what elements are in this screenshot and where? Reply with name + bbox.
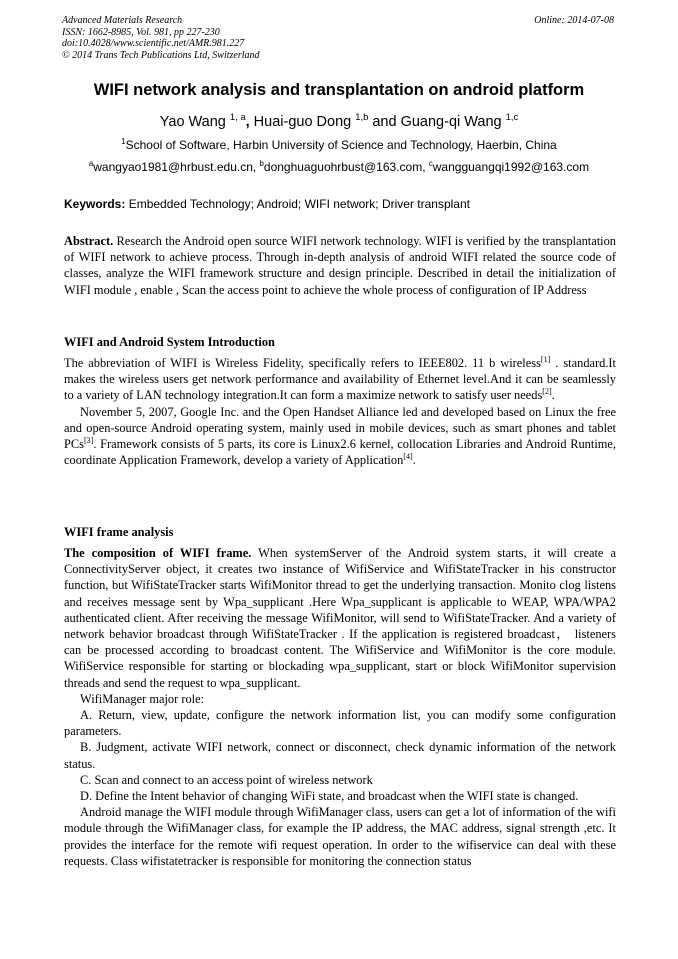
author-name: Yao Wang [159,114,230,130]
keywords-text: Embedded Technology; Android; WIFI network; Driver transplant [125,197,470,211]
list-intro: WifiManager major role: [80,691,205,706]
citation: [3] [83,435,94,445]
author-separator: , [245,114,254,130]
paragraph-text: . [551,388,555,403]
journal-header [62,15,260,61]
paragraph-text: November 5, 2007, Google Inc. and the Open Handset Alliance led and developed based on Linux the free and open-source Android operating system, mainly used in mobile devices, such as smart phones and tablet PCs [64,404,616,452]
author-affil-marker: 1, a [229,111,246,123]
affiliation [0,138,678,153]
paragraph: Android manage the WIFI module through WifiManager class, users can get a lot of information of the wifi module through the WifiManager class, for example the IP address, the MAC address, signal strength ,etc. It provides the interface for the remote wifi request operation. In order to the wifiservice can deal with these requests. Class wifistatetracker is responsible for monitoring the connection status [64,805,616,868]
list-item: C. Scan and connect to an access point of wireless network [80,772,373,787]
subsection-label: The composition of WIFI frame. [64,546,252,560]
journal-issn: ISSN: 1662-8985, Vol. 981, pp 227-230 [62,26,220,38]
email-address: wangguangqi1992@163.com [432,160,590,174]
paragraph [64,545,616,691]
author-separator: and [368,114,401,130]
journal-doi: doi:10.4028/www.scientific.net/AMR.981.227 [62,38,245,49]
abstract-text: Research the Android open source WIFI network technology. WIFI is verified by the transplantation of WIFI network to achieve process. Through in-depth analysis of android WIFI related the source code of classes, analyze the WIFI framework structure and design principle. Described in detail the initialization of WIFI module , enable , Scan the access point to achieve the whole process of configuration of IP Address [64,234,616,297]
section-body [64,545,616,869]
section-heading: WIFI and Android System Introduction [64,335,275,349]
journal-copyright: © 2014 Trans Tech Publications Ltd, Switzerland [62,49,260,61]
author-name: Huai-guo Dong [253,114,356,130]
list-item: B. Judgment, activate WIFI network, connect or disconnect, check dynamic information of the network status. [64,740,616,771]
paragraph-text: . Framework consists of 5 parts, its core is Linux2.6 kernel, collocation Libraries and Android Runtime, coordinate Application Framework, develop a variety of Application [64,437,616,468]
paragraph [64,404,616,469]
author-list [0,113,678,131]
email-marker: b [259,159,264,168]
email-address: donghuaguohrbust@163.com, [263,160,429,174]
online-date: Online: 2014-07-08 [534,15,614,26]
paragraph-text: . [412,453,416,468]
abstract [64,233,616,298]
journal-name: Advanced Materials Research [62,15,183,26]
author-emails [0,160,678,175]
author-name: Guang-qi Wang [400,114,506,130]
section-body [64,355,616,468]
email-marker: a [88,159,94,168]
section-heading: WIFI frame analysis [64,525,174,539]
list-item: A. Return, view, update, configure the network information list, you can modify some configuration parameters. [64,708,616,739]
affiliation-marker: 1 [121,137,126,146]
paragraph-text: . standard.It makes the wireless users get network performance and availability of Ethernet level.And it can be seamlessly to a variety of LAN technology integration.It can form a maximize network to satisfy user needs [64,356,616,403]
citation: [1] [540,354,551,364]
keywords [64,197,616,212]
citation: [2] [542,387,552,397]
abstract-label: Abstract. [64,234,114,248]
email-marker: c [428,159,433,168]
citation: [4] [403,452,413,462]
paper-title: WIFI network analysis and transplantation on android platform [93,81,585,99]
paragraph-text: The abbreviation of WIFI is Wireless Fidelity, specifically refers to IEEE802. 11 b wireless [64,356,541,370]
paragraph-text: When systemServer of the Android system starts, it will create a ConnectivityServer object, it creates two instance of WifiService and WifiStateTracker in his constructor function, but WifiStateTracker starts WifiMonitor thread to get the underlying transaction. Monito clog listens and receives message sent by Wpa_supplicant .Here Wpa_supplicant is applicable to WEAP, WPA/WPA2 authenticated client. After receiving the message WifiMonitor, will send to WifiStateTracker. And a variety of network behavior broadcast through WifiStateTracker . If the application is registered broadcast， listeners can be processed according to broadcast content. The WifiService and WifiMonitor is the core module. WifiService responsible for starting or blockading wpa_supplicant, start or block WifiMonitor supervision threads and send the request to wpa_supplicant. [64,546,616,690]
list-item: D. Define the Intent behavior of changing WiFi state, and broadcast when the WIFI state is changed. [80,789,579,804]
author-affil-marker: 1,c [505,111,519,123]
paragraph [64,355,616,404]
email-address: wangyao1981@hrbust.edu.cn, [93,160,260,174]
keywords-label: Keywords: [64,197,126,211]
author-affil-marker: 1,b [355,111,369,123]
affiliation-text: School of Software, Harbin University of Science and Technology, Haerbin, China [125,138,557,152]
